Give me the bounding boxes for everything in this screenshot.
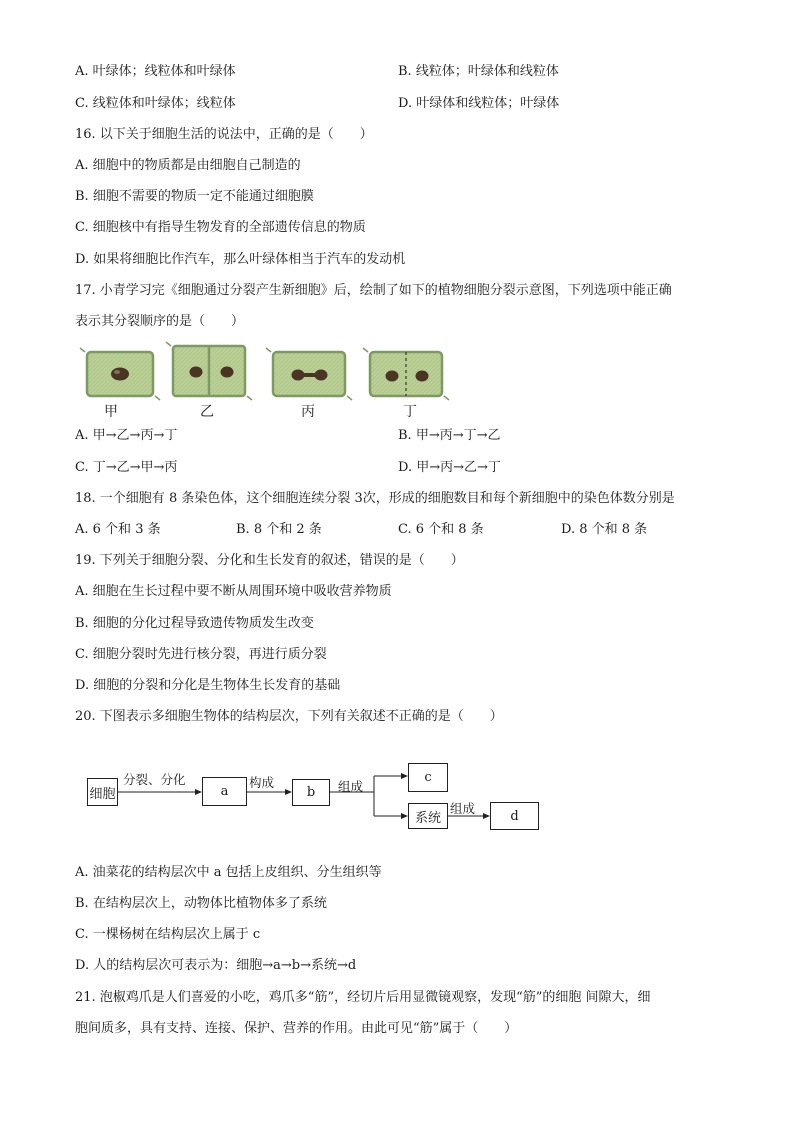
nucleus <box>416 371 429 382</box>
q18-option-b: B. 8 个和 2 条 <box>236 522 322 537</box>
q15-option-c: C. 线粒体和叶绿体；线粒体 <box>75 96 236 111</box>
cell-label-ding: 丁 <box>403 404 417 420</box>
q20-option-b: B. 在结构层次上，动物体比植物体多了系统 <box>75 896 327 911</box>
q16-option-b: B. 细胞不需要的物质一定不能通过细胞膜 <box>75 189 314 204</box>
diagram-edge-label-compose-1: 组成 <box>338 779 364 794</box>
q19-option-b: B. 细胞的分化过程导致遗传物质发生改变 <box>75 616 314 631</box>
q15-option-b: B. 线粒体；叶绿体和线粒体 <box>398 64 559 79</box>
nucleus <box>315 370 328 381</box>
q16-option-d: D. 如果将细胞比作汽车，那么叶绿体相当于汽车的发动机 <box>75 252 406 267</box>
q17-option-c: C. 丁→乙→甲→丙 <box>75 460 178 475</box>
q16-option-c: C. 细胞核中有指导生物发育的全部遗传信息的物质 <box>75 220 366 235</box>
diagram-edge-label-divide-differentiate: 分裂、分化 <box>123 772 186 787</box>
q17-option-d: D. 甲→丙→乙→丁 <box>398 460 501 475</box>
q18-option-d: D. 8 个和 8 条 <box>561 522 648 537</box>
q20-option-d: D. 人的结构层次可表示为：细胞→a→b→系统→d <box>75 958 357 973</box>
nucleus <box>190 367 203 378</box>
diagram-node-b: b <box>292 779 330 806</box>
cell-label-yi: 乙 <box>200 404 214 420</box>
q21-stem-line1: 21. 泡椒鸡爪是人们喜爱的小吃，鸡爪多“筋”，经切片后用显微镜观察，发现“筋”的细胞 间隙大，细 <box>75 990 651 1005</box>
q16-option-a: A. 细胞中的物质都是由细胞自己制造的 <box>75 158 301 173</box>
q17-option-b: B. 甲→丙→丁→乙 <box>398 428 501 443</box>
q16-stem: 16. 以下关于细胞生活的说法中，正确的是（ ） <box>75 127 373 142</box>
q19-option-d: D. 细胞的分裂和分化是生物体生长发育的基础 <box>75 678 341 693</box>
q21-stem-line2: 胞间质多，具有支持、连接、保护、营养的作用。由此可见“筋”属于（ ） <box>75 1021 518 1036</box>
diagram-node-c: c <box>408 763 448 792</box>
q15-option-d: D. 叶绿体和线粒体；叶绿体 <box>398 96 560 111</box>
nucleus <box>221 367 234 378</box>
diagram-edge-label-compose-2: 组成 <box>450 801 476 816</box>
q18-option-c: C. 6 个和 8 条 <box>398 522 484 537</box>
q19-option-a: A. 细胞在生长过程中要不断从周围环境中吸收营养物质 <box>75 584 392 599</box>
cell-label-bing: 丙 <box>301 404 315 420</box>
q20-option-a: A. 油菜花的结构层次中 a 包括上皮组织、分生组织等 <box>75 865 382 880</box>
q18-option-a: A. 6 个和 3 条 <box>75 522 161 537</box>
q15-option-a: A. 叶绿体；线粒体和叶绿体 <box>75 64 236 79</box>
cell-jia-image <box>80 348 160 400</box>
q18-stem: 18. 一个细胞有 8 条染色体，这个细胞连续分裂 3次，形成的细胞数目和每个新细胞中的染色体数分别是 <box>75 491 675 506</box>
diagram-node-cell: 细胞 <box>87 778 118 806</box>
cell-yi-image <box>166 342 252 400</box>
nucleus <box>386 371 399 382</box>
diagram-edge-label-form: 构成 <box>249 775 275 790</box>
nucleus <box>111 368 129 381</box>
diagram-node-system: 系统 <box>408 803 448 829</box>
diagram-node-d: d <box>490 802 539 830</box>
cell-ding-image <box>363 348 449 400</box>
q17-stem-line1: 17. 小青学习完《细胞通过分裂产生新细胞》后，绘制了如下的植物细胞分裂示意图，下列选项中能正确 <box>75 283 672 298</box>
q19-option-c: C. 细胞分裂时先进行核分裂，再进行质分裂 <box>75 647 327 662</box>
q20-stem: 20. 下图表示多细胞生物体的结构层次，下列有关叙述不正确的是（ ） <box>75 709 503 724</box>
q17-stem-line2: 表示其分裂顺序的是（ ） <box>75 314 245 329</box>
q20-option-c: C. 一棵杨树在结构层次上属于 c <box>75 927 261 942</box>
cell-bing-image <box>266 348 352 400</box>
cell-label-jia: 甲 <box>104 404 118 420</box>
q17-option-a: A. 甲→乙→丙→丁 <box>75 428 178 443</box>
q19-stem: 19. 下列关于细胞分裂、分化和生长发育的叙述，错误的是（ ） <box>75 553 464 568</box>
diagram-node-a: a <box>202 777 247 806</box>
